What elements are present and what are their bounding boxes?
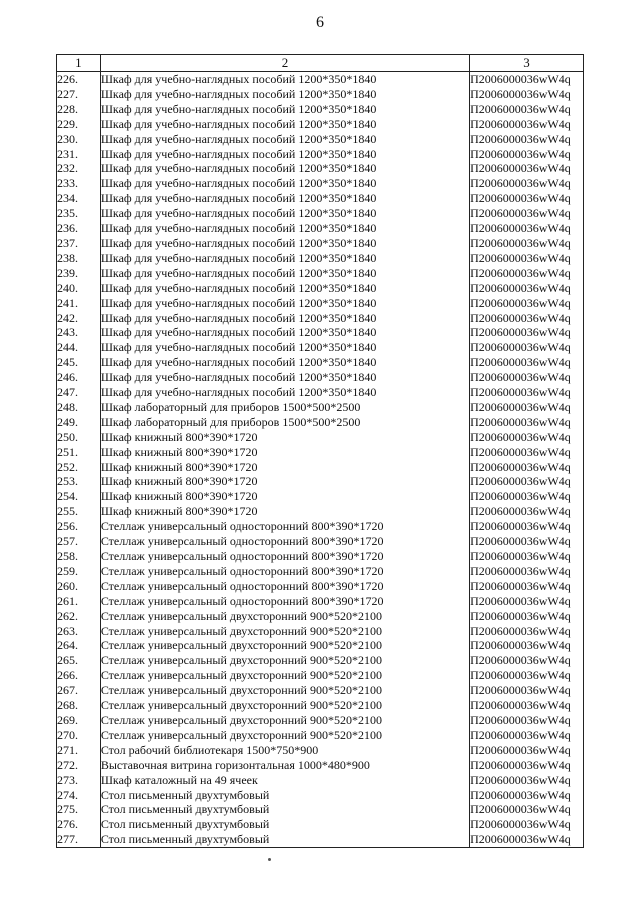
- inventory-code: П2006000036wW4q: [470, 594, 584, 609]
- table-row: [57, 683, 584, 698]
- row-number: 238.: [57, 251, 101, 266]
- inventory-code: П2006000036wW4q: [470, 415, 584, 430]
- item-name: Шкаф книжный 800*390*1720: [100, 460, 469, 475]
- item-name: Шкаф для учебно-наглядных пособий 1200*350*1840: [100, 117, 469, 132]
- table-row: [57, 534, 584, 549]
- table-row: [57, 400, 584, 415]
- item-name: Шкаф для учебно-наглядных пособий 1200*350*1840: [100, 325, 469, 340]
- item-name: Стол письменный двухтумбовый: [100, 832, 469, 847]
- row-number: 269.: [57, 713, 101, 728]
- item-name: Шкаф каталожный на 49 ячеек: [100, 773, 469, 788]
- inventory-code: П2006000036wW4q: [470, 713, 584, 728]
- row-number: 257.: [57, 534, 101, 549]
- row-number: 246.: [57, 370, 101, 385]
- row-number: 266.: [57, 668, 101, 683]
- item-name: Шкаф для учебно-наглядных пособий 1200*350*1840: [100, 87, 469, 102]
- table-row: [57, 489, 584, 504]
- table-row: [57, 296, 584, 311]
- item-name: Шкаф для учебно-наглядных пособий 1200*350*1840: [100, 281, 469, 296]
- inventory-code: П2006000036wW4q: [470, 117, 584, 132]
- table-row: [57, 609, 584, 624]
- table-row: [57, 415, 584, 430]
- inventory-code: П2006000036wW4q: [470, 474, 584, 489]
- row-number: 274.: [57, 788, 101, 803]
- item-name: Стол письменный двухтумбовый: [100, 802, 469, 817]
- item-name: Шкаф лабораторный для приборов 1500*500*2500: [100, 400, 469, 415]
- row-number: 229.: [57, 117, 101, 132]
- table-header-row: [57, 55, 584, 72]
- row-number: 236.: [57, 221, 101, 236]
- row-number: 242.: [57, 311, 101, 326]
- table-row: [57, 788, 584, 803]
- inventory-code: П2006000036wW4q: [470, 370, 584, 385]
- table-row: [57, 236, 584, 251]
- inventory-table: [56, 54, 584, 848]
- row-number: 271.: [57, 743, 101, 758]
- row-number: 227.: [57, 87, 101, 102]
- item-name: Стеллаж универсальный односторонний 800*390*1720: [100, 579, 469, 594]
- item-name: Шкаф для учебно-наглядных пособий 1200*350*1840: [100, 72, 469, 87]
- item-name: Шкаф для учебно-наглядных пособий 1200*350*1840: [100, 102, 469, 117]
- inventory-code: П2006000036wW4q: [470, 430, 584, 445]
- row-number: 253.: [57, 474, 101, 489]
- table-row: [57, 206, 584, 221]
- inventory-code: П2006000036wW4q: [470, 638, 584, 653]
- item-name: Шкаф для учебно-наглядных пособий 1200*350*1840: [100, 206, 469, 221]
- row-number: 255.: [57, 504, 101, 519]
- inventory-code: П2006000036wW4q: [470, 683, 584, 698]
- column-header-name: 2: [100, 55, 469, 72]
- item-name: Стеллаж универсальный односторонний 800*390*1720: [100, 549, 469, 564]
- row-number: 272.: [57, 758, 101, 773]
- table-row: [57, 340, 584, 355]
- row-number: 250.: [57, 430, 101, 445]
- table-row: [57, 176, 584, 191]
- page-number: 6: [316, 14, 324, 31]
- row-number: 244.: [57, 340, 101, 355]
- item-name: Шкаф книжный 800*390*1720: [100, 474, 469, 489]
- inventory-code: П2006000036wW4q: [470, 564, 584, 579]
- inventory-code: П2006000036wW4q: [470, 445, 584, 460]
- row-number: 241.: [57, 296, 101, 311]
- inventory-code: П2006000036wW4q: [470, 311, 584, 326]
- item-name: Выставочная витрина горизонтальная 1000*480*900: [100, 758, 469, 773]
- table-row: [57, 191, 584, 206]
- inventory-code: П2006000036wW4q: [470, 281, 584, 296]
- row-number: 226.: [57, 72, 101, 87]
- row-number: 252.: [57, 460, 101, 475]
- inventory-code: П2006000036wW4q: [470, 176, 584, 191]
- item-name: Стеллаж универсальный двухсторонний 900*520*2100: [100, 668, 469, 683]
- table-row: [57, 668, 584, 683]
- table-row: [57, 87, 584, 102]
- item-name: Шкаф книжный 800*390*1720: [100, 445, 469, 460]
- row-number: 239.: [57, 266, 101, 281]
- inventory-code: П2006000036wW4q: [470, 191, 584, 206]
- item-name: Шкаф для учебно-наглядных пособий 1200*350*1840: [100, 147, 469, 162]
- table-row: [57, 460, 584, 475]
- item-name: Шкаф для учебно-наглядных пособий 1200*350*1840: [100, 385, 469, 400]
- row-number: 245.: [57, 355, 101, 370]
- item-name: Стеллаж универсальный двухсторонний 900*520*2100: [100, 728, 469, 743]
- inventory-code: П2006000036wW4q: [470, 460, 584, 475]
- scan-speck: [268, 858, 271, 861]
- table-row: [57, 325, 584, 340]
- inventory-code: П2006000036wW4q: [470, 325, 584, 340]
- item-name: Стеллаж универсальный двухсторонний 900*520*2100: [100, 638, 469, 653]
- inventory-code: П2006000036wW4q: [470, 355, 584, 370]
- table-row: [57, 653, 584, 668]
- inventory-code: П2006000036wW4q: [470, 519, 584, 534]
- table-row: [57, 430, 584, 445]
- table-row: [57, 624, 584, 639]
- row-number: 263.: [57, 624, 101, 639]
- inventory-code: П2006000036wW4q: [470, 340, 584, 355]
- table-row: [57, 802, 584, 817]
- inventory-code: П2006000036wW4q: [470, 802, 584, 817]
- table-row: [57, 728, 584, 743]
- inventory-code: П2006000036wW4q: [470, 668, 584, 683]
- table-row: [57, 713, 584, 728]
- item-name: Шкаф для учебно-наглядных пособий 1200*350*1840: [100, 355, 469, 370]
- row-number: 233.: [57, 176, 101, 191]
- table-row: [57, 281, 584, 296]
- inventory-code: П2006000036wW4q: [470, 534, 584, 549]
- inventory-code: П2006000036wW4q: [470, 251, 584, 266]
- table-row: [57, 638, 584, 653]
- inventory-code: П2006000036wW4q: [470, 788, 584, 803]
- inventory-code: П2006000036wW4q: [470, 161, 584, 176]
- row-number: 254.: [57, 489, 101, 504]
- row-number: 235.: [57, 206, 101, 221]
- item-name: Шкаф книжный 800*390*1720: [100, 430, 469, 445]
- table-row: [57, 385, 584, 400]
- inventory-code: П2006000036wW4q: [470, 206, 584, 221]
- row-number: 262.: [57, 609, 101, 624]
- item-name: Стеллаж универсальный двухсторонний 900*520*2100: [100, 713, 469, 728]
- column-header-number: 1: [57, 55, 101, 72]
- row-number: 237.: [57, 236, 101, 251]
- table-row: [57, 311, 584, 326]
- item-name: Стеллаж универсальный двухсторонний 900*520*2100: [100, 609, 469, 624]
- table-row: [57, 758, 584, 773]
- table-row: [57, 370, 584, 385]
- inventory-code: П2006000036wW4q: [470, 817, 584, 832]
- row-number: 273.: [57, 773, 101, 788]
- item-name: Стеллаж универсальный односторонний 800*390*1720: [100, 564, 469, 579]
- item-name: Стол письменный двухтумбовый: [100, 788, 469, 803]
- table-row: [57, 549, 584, 564]
- inventory-code: П2006000036wW4q: [470, 236, 584, 251]
- table-row: [57, 102, 584, 117]
- item-name: Шкаф для учебно-наглядных пособий 1200*350*1840: [100, 221, 469, 236]
- inventory-code: П2006000036wW4q: [470, 296, 584, 311]
- table-row: [57, 773, 584, 788]
- row-number: 228.: [57, 102, 101, 117]
- item-name: Шкаф для учебно-наглядных пособий 1200*350*1840: [100, 236, 469, 251]
- inventory-code: П2006000036wW4q: [470, 832, 584, 847]
- table-row: [57, 221, 584, 236]
- row-number: 251.: [57, 445, 101, 460]
- row-number: 270.: [57, 728, 101, 743]
- inventory-code: П2006000036wW4q: [470, 609, 584, 624]
- row-number: 231.: [57, 147, 101, 162]
- table-row: [57, 251, 584, 266]
- row-number: 256.: [57, 519, 101, 534]
- inventory-code: П2006000036wW4q: [470, 400, 584, 415]
- item-name: Стол рабочий библиотекаря 1500*750*900: [100, 743, 469, 758]
- table-row: [57, 564, 584, 579]
- row-number: 243.: [57, 325, 101, 340]
- inventory-code: П2006000036wW4q: [470, 102, 584, 117]
- row-number: 248.: [57, 400, 101, 415]
- row-number: 232.: [57, 161, 101, 176]
- table-row: [57, 817, 584, 832]
- item-name: Шкаф для учебно-наглядных пособий 1200*350*1840: [100, 176, 469, 191]
- table-row: [57, 698, 584, 713]
- item-name: Шкаф для учебно-наглядных пособий 1200*350*1840: [100, 266, 469, 281]
- row-number: 275.: [57, 802, 101, 817]
- row-number: 267.: [57, 683, 101, 698]
- table-row: [57, 519, 584, 534]
- inventory-code: П2006000036wW4q: [470, 743, 584, 758]
- row-number: 230.: [57, 132, 101, 147]
- item-name: Шкаф для учебно-наглядных пособий 1200*350*1840: [100, 191, 469, 206]
- row-number: 240.: [57, 281, 101, 296]
- table-row: [57, 594, 584, 609]
- table-row: [57, 504, 584, 519]
- table-row: [57, 266, 584, 281]
- row-number: 265.: [57, 653, 101, 668]
- inventory-code: П2006000036wW4q: [470, 728, 584, 743]
- table-row: [57, 579, 584, 594]
- row-number: 276.: [57, 817, 101, 832]
- inventory-code: П2006000036wW4q: [470, 266, 584, 281]
- item-name: Стеллаж универсальный двухсторонний 900*520*2100: [100, 683, 469, 698]
- inventory-code: П2006000036wW4q: [470, 579, 584, 594]
- row-number: 277.: [57, 832, 101, 847]
- row-number: 249.: [57, 415, 101, 430]
- inventory-code: П2006000036wW4q: [470, 549, 584, 564]
- inventory-code: П2006000036wW4q: [470, 87, 584, 102]
- inventory-code: П2006000036wW4q: [470, 504, 584, 519]
- inventory-code: П2006000036wW4q: [470, 385, 584, 400]
- row-number: 264.: [57, 638, 101, 653]
- inventory-code: П2006000036wW4q: [470, 698, 584, 713]
- row-number: 268.: [57, 698, 101, 713]
- table-row: [57, 72, 584, 87]
- item-name: Стеллаж универсальный двухсторонний 900*520*2100: [100, 624, 469, 639]
- inventory-code: П2006000036wW4q: [470, 132, 584, 147]
- item-name: Шкаф для учебно-наглядных пособий 1200*350*1840: [100, 132, 469, 147]
- item-name: Стеллаж универсальный односторонний 800*390*1720: [100, 519, 469, 534]
- inventory-code: П2006000036wW4q: [470, 489, 584, 504]
- item-name: Шкаф для учебно-наглядных пособий 1200*350*1840: [100, 296, 469, 311]
- item-name: Шкаф для учебно-наглядных пособий 1200*350*1840: [100, 340, 469, 355]
- inventory-code: П2006000036wW4q: [470, 221, 584, 236]
- item-name: Стол письменный двухтумбовый: [100, 817, 469, 832]
- item-name: Шкаф книжный 800*390*1720: [100, 504, 469, 519]
- row-number: 260.: [57, 579, 101, 594]
- item-name: Шкаф лабораторный для приборов 1500*500*2500: [100, 415, 469, 430]
- inventory-code: П2006000036wW4q: [470, 653, 584, 668]
- table-row: [57, 445, 584, 460]
- inventory-code: П2006000036wW4q: [470, 624, 584, 639]
- item-name: Шкаф для учебно-наглядных пособий 1200*350*1840: [100, 370, 469, 385]
- inventory-code: П2006000036wW4q: [470, 773, 584, 788]
- table-row: [57, 355, 584, 370]
- table-row: [57, 743, 584, 758]
- item-name: Стеллаж универсальный односторонний 800*390*1720: [100, 594, 469, 609]
- row-number: 261.: [57, 594, 101, 609]
- table-row: [57, 474, 584, 489]
- item-name: Шкаф книжный 800*390*1720: [100, 489, 469, 504]
- table-row: [57, 117, 584, 132]
- item-name: Шкаф для учебно-наглядных пособий 1200*350*1840: [100, 251, 469, 266]
- inventory-code: П2006000036wW4q: [470, 758, 584, 773]
- table-row: [57, 161, 584, 176]
- row-number: 247.: [57, 385, 101, 400]
- inventory-code: П2006000036wW4q: [470, 72, 584, 87]
- table-row: [57, 832, 584, 847]
- table-row: [57, 147, 584, 162]
- inventory-code: П2006000036wW4q: [470, 147, 584, 162]
- item-name: Шкаф для учебно-наглядных пособий 1200*350*1840: [100, 161, 469, 176]
- row-number: 234.: [57, 191, 101, 206]
- row-number: 258.: [57, 549, 101, 564]
- table-row: [57, 132, 584, 147]
- row-number: 259.: [57, 564, 101, 579]
- column-header-code: 3: [470, 55, 584, 72]
- item-name: Стеллаж универсальный двухсторонний 900*520*2100: [100, 698, 469, 713]
- item-name: Стеллаж универсальный двухсторонний 900*520*2100: [100, 653, 469, 668]
- item-name: Шкаф для учебно-наглядных пособий 1200*350*1840: [100, 311, 469, 326]
- item-name: Стеллаж универсальный односторонний 800*390*1720: [100, 534, 469, 549]
